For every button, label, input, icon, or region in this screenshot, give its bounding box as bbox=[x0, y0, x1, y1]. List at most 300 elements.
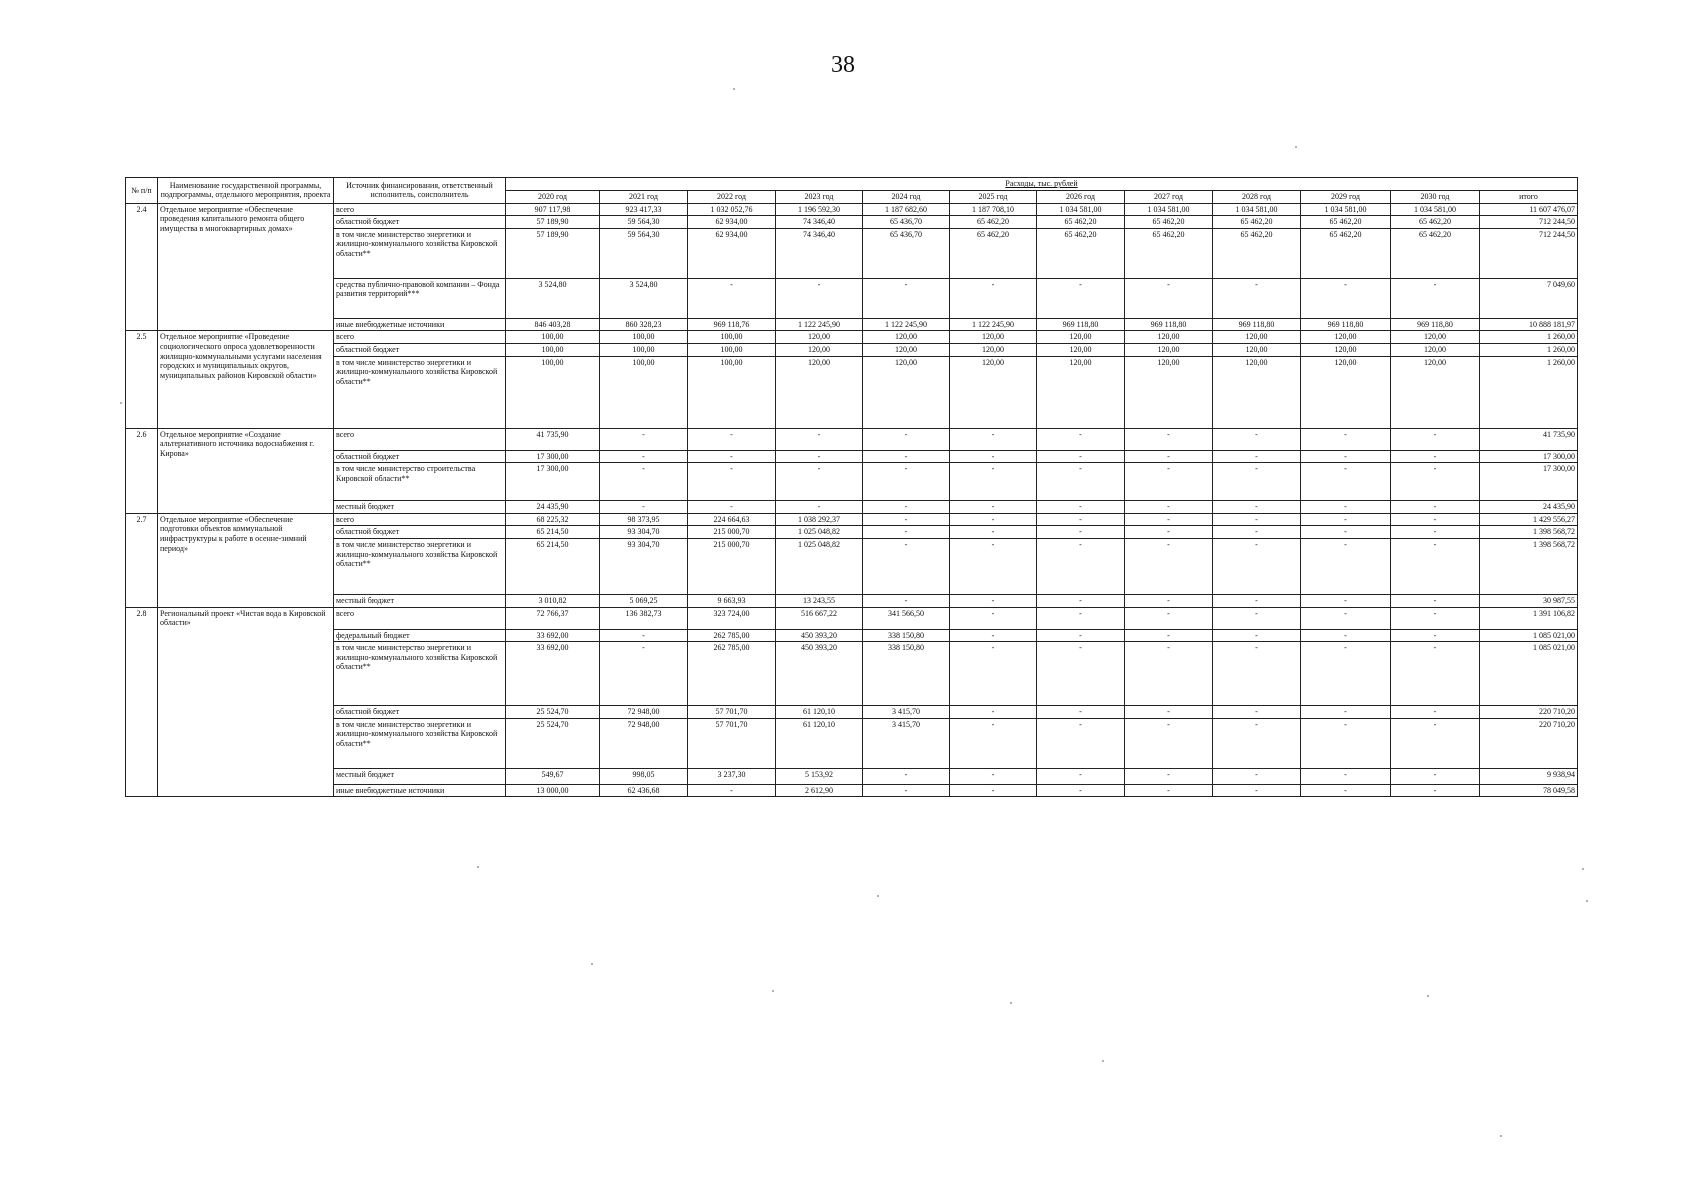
amount-cell: - bbox=[863, 501, 950, 514]
amount-cell: 1 025 048,82 bbox=[776, 538, 863, 594]
amount-cell: - bbox=[1301, 526, 1391, 539]
year-header: 2022 год bbox=[688, 191, 776, 204]
amount-cell: 65 462,20 bbox=[1301, 228, 1391, 278]
amount-cell: - bbox=[1213, 278, 1301, 318]
amount-cell: - bbox=[1301, 718, 1391, 768]
amount-cell: 450 393,20 bbox=[776, 629, 863, 642]
amount-cell: 120,00 bbox=[1213, 356, 1301, 428]
amount-cell: 57 189,90 bbox=[506, 228, 600, 278]
funding-source: всего bbox=[334, 203, 506, 216]
amount-cell: - bbox=[1391, 706, 1480, 719]
amount-cell: 5 153,92 bbox=[776, 768, 863, 784]
amount-cell: 120,00 bbox=[1213, 331, 1301, 344]
amount-cell: - bbox=[776, 450, 863, 463]
amount-cell: 100,00 bbox=[688, 343, 776, 356]
amount-cell: - bbox=[1213, 718, 1301, 768]
total-cell: 1 260,00 bbox=[1480, 343, 1578, 356]
amount-cell: 120,00 bbox=[863, 331, 950, 344]
amount-cell: - bbox=[1391, 513, 1480, 526]
amount-cell: 65 462,20 bbox=[950, 228, 1037, 278]
amount-cell: 17 300,00 bbox=[506, 463, 600, 501]
amount-cell: 1 187 708,10 bbox=[950, 203, 1037, 216]
amount-cell: 100,00 bbox=[506, 356, 600, 428]
amount-cell: - bbox=[1037, 526, 1125, 539]
amount-cell: - bbox=[950, 526, 1037, 539]
amount-cell: 100,00 bbox=[688, 331, 776, 344]
funding-source: в том числе министерство энергетики и жилищно-коммунального хозяйства Кировской области** bbox=[334, 228, 506, 278]
amount-cell: 65 462,20 bbox=[1037, 228, 1125, 278]
amount-cell: - bbox=[1125, 642, 1213, 706]
amount-cell: - bbox=[1391, 718, 1480, 768]
amount-cell: - bbox=[1213, 706, 1301, 719]
amount-cell: 72 948,00 bbox=[600, 706, 688, 719]
amount-cell: - bbox=[1213, 642, 1301, 706]
amount-cell: - bbox=[950, 629, 1037, 642]
amount-cell: 846 403,28 bbox=[506, 318, 600, 331]
amount-cell: 65 462,20 bbox=[1391, 228, 1480, 278]
total-cell: 41 735,90 bbox=[1480, 428, 1578, 450]
amount-cell: 969 118,80 bbox=[1301, 318, 1391, 331]
funding-source: областной бюджет bbox=[334, 343, 506, 356]
year-header: 2028 год bbox=[1213, 191, 1301, 204]
amount-cell: - bbox=[1213, 768, 1301, 784]
amount-cell: 74 346,40 bbox=[776, 216, 863, 229]
total-cell: 220 710,20 bbox=[1480, 718, 1578, 768]
amount-cell: - bbox=[1391, 428, 1480, 450]
amount-cell: - bbox=[1391, 629, 1480, 642]
amount-cell: 100,00 bbox=[506, 331, 600, 344]
amount-cell: 338 150,80 bbox=[863, 642, 950, 706]
amount-cell: 59 564,30 bbox=[600, 228, 688, 278]
amount-cell: - bbox=[688, 428, 776, 450]
amount-cell: - bbox=[1391, 607, 1480, 629]
budget-table bbox=[125, 177, 1578, 797]
table-row bbox=[126, 343, 1578, 356]
amount-cell: - bbox=[600, 463, 688, 501]
amount-cell: 33 692,00 bbox=[506, 629, 600, 642]
amount-cell: - bbox=[1037, 642, 1125, 706]
amount-cell: - bbox=[688, 278, 776, 318]
amount-cell: - bbox=[1213, 463, 1301, 501]
amount-cell: 969 118,80 bbox=[1037, 318, 1125, 331]
amount-cell: - bbox=[1301, 594, 1391, 607]
amount-cell: - bbox=[1037, 513, 1125, 526]
amount-cell: - bbox=[950, 428, 1037, 450]
amount-cell: 17 300,00 bbox=[506, 450, 600, 463]
total-cell: 1 260,00 bbox=[1480, 331, 1578, 344]
funding-source: местный бюджет bbox=[334, 501, 506, 514]
amount-cell: 57 189,90 bbox=[506, 216, 600, 229]
amount-cell: - bbox=[863, 450, 950, 463]
table-row bbox=[126, 278, 1578, 318]
amount-cell: 1 122 245,90 bbox=[776, 318, 863, 331]
year-header: 2029 год bbox=[1301, 191, 1391, 204]
amount-cell: - bbox=[950, 706, 1037, 719]
funding-source: областной бюджет bbox=[334, 706, 506, 719]
amount-cell: 120,00 bbox=[1213, 343, 1301, 356]
amount-cell: - bbox=[1213, 428, 1301, 450]
amount-cell: 224 664,63 bbox=[688, 513, 776, 526]
amount-cell: - bbox=[950, 450, 1037, 463]
row-number: 2.7 bbox=[126, 513, 158, 607]
amount-cell: 120,00 bbox=[776, 343, 863, 356]
amount-cell: - bbox=[1301, 629, 1391, 642]
amount-cell: 907 117,98 bbox=[506, 203, 600, 216]
table-row bbox=[126, 450, 1578, 463]
amount-cell: - bbox=[1213, 501, 1301, 514]
amount-cell: 120,00 bbox=[1037, 356, 1125, 428]
amount-cell: 74 346,40 bbox=[776, 228, 863, 278]
amount-cell: 120,00 bbox=[863, 343, 950, 356]
amount-cell: - bbox=[1125, 706, 1213, 719]
funding-source: областной бюджет bbox=[334, 216, 506, 229]
funding-source: местный бюджет bbox=[334, 768, 506, 784]
amount-cell: 93 304,70 bbox=[600, 526, 688, 539]
amount-cell: - bbox=[688, 450, 776, 463]
amount-cell: - bbox=[1301, 538, 1391, 594]
amount-cell: - bbox=[950, 513, 1037, 526]
funding-source: в том числе министерство энергетики и жилищно-коммунального хозяйства Кировской области** bbox=[334, 356, 506, 428]
amount-cell: - bbox=[1037, 450, 1125, 463]
amount-cell: - bbox=[863, 538, 950, 594]
funding-source: в том числе министерство строительства Кировской области** bbox=[334, 463, 506, 501]
amount-cell: 120,00 bbox=[1391, 331, 1480, 344]
table-row bbox=[126, 594, 1578, 607]
total-cell: 9 938,94 bbox=[1480, 768, 1578, 784]
amount-cell: - bbox=[1391, 642, 1480, 706]
amount-cell: 100,00 bbox=[688, 356, 776, 428]
table-row bbox=[126, 428, 1578, 450]
amount-cell: - bbox=[1301, 501, 1391, 514]
amount-cell: 100,00 bbox=[600, 331, 688, 344]
table-row bbox=[126, 718, 1578, 768]
amount-cell: 1 034 581,00 bbox=[1213, 203, 1301, 216]
amount-cell: 65 462,20 bbox=[1391, 216, 1480, 229]
row-number: 2.6 bbox=[126, 428, 158, 513]
amount-cell: - bbox=[1125, 450, 1213, 463]
amount-cell: 33 692,00 bbox=[506, 642, 600, 706]
amount-cell: - bbox=[688, 463, 776, 501]
table-row bbox=[126, 331, 1578, 344]
amount-cell: - bbox=[950, 607, 1037, 629]
amount-cell: - bbox=[1125, 768, 1213, 784]
amount-cell: 969 118,80 bbox=[1213, 318, 1301, 331]
amount-cell: - bbox=[1037, 501, 1125, 514]
table-row bbox=[126, 784, 1578, 797]
total-cell: 1 260,00 bbox=[1480, 356, 1578, 428]
total-cell: 1 398 568,72 bbox=[1480, 526, 1578, 539]
amount-cell: - bbox=[1391, 784, 1480, 797]
amount-cell: 1 187 682,60 bbox=[863, 203, 950, 216]
year-header: 2023 год bbox=[776, 191, 863, 204]
total-cell: 1 391 106,82 bbox=[1480, 607, 1578, 629]
table-row bbox=[126, 607, 1578, 629]
amount-cell: - bbox=[863, 428, 950, 450]
total-cell: 712 244,50 bbox=[1480, 216, 1578, 229]
amount-cell: - bbox=[863, 463, 950, 501]
header-name: Наименование государственной программы, подпрограммы, отдельного мероприятия, проекта bbox=[158, 178, 334, 204]
table-row bbox=[126, 501, 1578, 514]
total-cell: 1 085 021,00 bbox=[1480, 642, 1578, 706]
amount-cell: 62 934,00 bbox=[688, 228, 776, 278]
amount-cell: 215 000,70 bbox=[688, 538, 776, 594]
measure-name: Отдельное мероприятие «Обеспечение проведения капитального ремонта общего имущества в многоквартирных домах» bbox=[158, 203, 334, 331]
amount-cell: 65 214,50 bbox=[506, 538, 600, 594]
funding-source: в том числе министерство энергетики и жилищно-коммунального хозяйства Кировской области** bbox=[334, 538, 506, 594]
amount-cell: - bbox=[1301, 607, 1391, 629]
amount-cell: 65 214,50 bbox=[506, 526, 600, 539]
amount-cell: 5 069,25 bbox=[600, 594, 688, 607]
year-header: 2027 год bbox=[1125, 191, 1213, 204]
amount-cell: 450 393,20 bbox=[776, 642, 863, 706]
amount-cell: - bbox=[688, 784, 776, 797]
amount-cell: 25 524,70 bbox=[506, 706, 600, 719]
amount-cell: 68 225,32 bbox=[506, 513, 600, 526]
table-row bbox=[126, 642, 1578, 706]
amount-cell: - bbox=[1125, 594, 1213, 607]
table-row bbox=[126, 629, 1578, 642]
amount-cell: - bbox=[1301, 784, 1391, 797]
amount-cell: - bbox=[1213, 526, 1301, 539]
row-number: 2.4 bbox=[126, 203, 158, 331]
amount-cell: - bbox=[1125, 278, 1213, 318]
amount-cell: - bbox=[1301, 642, 1391, 706]
funding-source: федеральный бюджет bbox=[334, 629, 506, 642]
table-row bbox=[126, 513, 1578, 526]
amount-cell: - bbox=[1391, 278, 1480, 318]
amount-cell: 100,00 bbox=[506, 343, 600, 356]
amount-cell: - bbox=[1125, 718, 1213, 768]
amount-cell: - bbox=[1391, 526, 1480, 539]
measure-name: Отдельное мероприятие «Создание альтернативного источника водоснабжения г. Кирова» bbox=[158, 428, 334, 513]
amount-cell: - bbox=[950, 538, 1037, 594]
year-header: 2026 год bbox=[1037, 191, 1125, 204]
year-header: 2030 год bbox=[1391, 191, 1480, 204]
total-cell: 17 300,00 bbox=[1480, 450, 1578, 463]
amount-cell: - bbox=[1213, 594, 1301, 607]
amount-cell: 65 436,70 bbox=[863, 216, 950, 229]
amount-cell: - bbox=[1125, 784, 1213, 797]
table-row bbox=[126, 216, 1578, 229]
amount-cell: - bbox=[1391, 501, 1480, 514]
amount-cell: - bbox=[1125, 607, 1213, 629]
amount-cell: 62 436,68 bbox=[600, 784, 688, 797]
amount-cell: - bbox=[950, 768, 1037, 784]
total-cell: 24 435,90 bbox=[1480, 501, 1578, 514]
amount-cell: - bbox=[950, 278, 1037, 318]
amount-cell: - bbox=[1301, 513, 1391, 526]
funding-source: областной бюджет bbox=[334, 526, 506, 539]
amount-cell: 120,00 bbox=[1301, 331, 1391, 344]
total-cell: 712 244,50 bbox=[1480, 228, 1578, 278]
total-cell: 78 049,58 bbox=[1480, 784, 1578, 797]
amount-cell: 120,00 bbox=[1037, 331, 1125, 344]
amount-cell: - bbox=[1301, 463, 1391, 501]
funding-source: всего bbox=[334, 428, 506, 450]
amount-cell: 120,00 bbox=[1037, 343, 1125, 356]
amount-cell: - bbox=[1391, 538, 1480, 594]
amount-cell: 62 934,00 bbox=[688, 216, 776, 229]
amount-cell: - bbox=[1125, 526, 1213, 539]
amount-cell: 65 462,20 bbox=[1301, 216, 1391, 229]
year-header: итого bbox=[1480, 191, 1578, 204]
amount-cell: 1 034 581,00 bbox=[1037, 203, 1125, 216]
amount-cell: 93 304,70 bbox=[600, 538, 688, 594]
amount-cell: 72 948,00 bbox=[600, 718, 688, 768]
amount-cell: - bbox=[776, 501, 863, 514]
funding-source: местный бюджет bbox=[334, 594, 506, 607]
amount-cell: 13 000,00 bbox=[506, 784, 600, 797]
amount-cell: 98 373,95 bbox=[600, 513, 688, 526]
amount-cell: 65 462,20 bbox=[1213, 216, 1301, 229]
amount-cell: 120,00 bbox=[950, 356, 1037, 428]
amount-cell: 65 462,20 bbox=[1125, 216, 1213, 229]
amount-cell: 120,00 bbox=[863, 356, 950, 428]
table-row bbox=[126, 706, 1578, 719]
amount-cell: - bbox=[1037, 784, 1125, 797]
amount-cell: 13 243,55 bbox=[776, 594, 863, 607]
funding-source: иные внебюджетные источники bbox=[334, 784, 506, 797]
total-cell: 1 085 021,00 bbox=[1480, 629, 1578, 642]
amount-cell: - bbox=[950, 501, 1037, 514]
amount-cell: - bbox=[950, 463, 1037, 501]
amount-cell: 61 120,10 bbox=[776, 706, 863, 719]
amount-cell: - bbox=[1213, 538, 1301, 594]
amount-cell: 969 118,80 bbox=[1391, 318, 1480, 331]
amount-cell: 215 000,70 bbox=[688, 526, 776, 539]
amount-cell: 1 196 592,30 bbox=[776, 203, 863, 216]
amount-cell: 120,00 bbox=[1391, 356, 1480, 428]
amount-cell: - bbox=[1037, 278, 1125, 318]
year-header: 2024 год bbox=[863, 191, 950, 204]
measure-name: Отдельное мероприятие «Проведение социологического опроса удовлетворенности жилищно-коммунальными услугами населения городских и муниципальных округов, муниципальных районов Кировской области» bbox=[158, 331, 334, 428]
amount-cell: - bbox=[863, 784, 950, 797]
amount-cell: - bbox=[776, 428, 863, 450]
amount-cell: 65 436,70 bbox=[863, 228, 950, 278]
amount-cell: - bbox=[600, 642, 688, 706]
amount-cell: - bbox=[600, 629, 688, 642]
amount-cell: - bbox=[1391, 463, 1480, 501]
amount-cell: 3 237,30 bbox=[688, 768, 776, 784]
table-row bbox=[126, 538, 1578, 594]
total-cell: 10 888 181,97 bbox=[1480, 318, 1578, 331]
amount-cell: 323 724,00 bbox=[688, 607, 776, 629]
funding-source: всего bbox=[334, 331, 506, 344]
amount-cell: 72 766,37 bbox=[506, 607, 600, 629]
total-cell: 11 607 476,07 bbox=[1480, 203, 1578, 216]
amount-cell: 262 785,00 bbox=[688, 629, 776, 642]
funding-source: всего bbox=[334, 607, 506, 629]
amount-cell: - bbox=[1301, 706, 1391, 719]
amount-cell: 1 038 292,37 bbox=[776, 513, 863, 526]
amount-cell: - bbox=[863, 526, 950, 539]
amount-cell: - bbox=[1037, 594, 1125, 607]
total-cell: 30 987,55 bbox=[1480, 594, 1578, 607]
funding-source: в том числе министерство энергетики и жилищно-коммунального хозяйства Кировской области** bbox=[334, 718, 506, 768]
amount-cell: 3 010,82 bbox=[506, 594, 600, 607]
amount-cell: 2 612,90 bbox=[776, 784, 863, 797]
amount-cell: 338 150,80 bbox=[863, 629, 950, 642]
amount-cell: 998,05 bbox=[600, 768, 688, 784]
amount-cell: 120,00 bbox=[1391, 343, 1480, 356]
header-expenses: Расходы, тыс. рублей bbox=[506, 178, 1578, 191]
funding-source: в том числе министерство энергетики и жилищно-коммунального хозяйства Кировской области** bbox=[334, 642, 506, 706]
amount-cell: - bbox=[1391, 594, 1480, 607]
header-no: № п/п bbox=[126, 178, 158, 204]
amount-cell: 516 667,22 bbox=[776, 607, 863, 629]
amount-cell: - bbox=[1213, 629, 1301, 642]
table-row bbox=[126, 203, 1578, 216]
row-number: 2.5 bbox=[126, 331, 158, 428]
amount-cell: - bbox=[1037, 607, 1125, 629]
amount-cell: 65 462,20 bbox=[1213, 228, 1301, 278]
amount-cell: 41 735,90 bbox=[506, 428, 600, 450]
amount-cell: - bbox=[1213, 450, 1301, 463]
amount-cell: 1 122 245,90 bbox=[950, 318, 1037, 331]
measure-name: Региональный проект «Чистая вода в Кировской области» bbox=[158, 607, 334, 797]
amount-cell: 61 120,10 bbox=[776, 718, 863, 768]
table-row bbox=[126, 463, 1578, 501]
amount-cell: 100,00 bbox=[600, 356, 688, 428]
amount-cell: - bbox=[688, 501, 776, 514]
total-cell: 1 429 556,27 bbox=[1480, 513, 1578, 526]
amount-cell: 1 034 581,00 bbox=[1301, 203, 1391, 216]
row-number: 2.8 bbox=[126, 607, 158, 797]
amount-cell: 100,00 bbox=[600, 343, 688, 356]
amount-cell: 1 122 245,90 bbox=[863, 318, 950, 331]
amount-cell: - bbox=[1037, 768, 1125, 784]
year-header: 2020 год bbox=[506, 191, 600, 204]
amount-cell: 65 462,20 bbox=[950, 216, 1037, 229]
amount-cell: 57 701,70 bbox=[688, 718, 776, 768]
amount-cell: 57 701,70 bbox=[688, 706, 776, 719]
amount-cell: - bbox=[1037, 428, 1125, 450]
table-row bbox=[126, 768, 1578, 784]
amount-cell: 24 435,90 bbox=[506, 501, 600, 514]
amount-cell: - bbox=[1301, 278, 1391, 318]
year-header: 2025 год bbox=[950, 191, 1037, 204]
amount-cell: - bbox=[776, 463, 863, 501]
amount-cell: 3 524,80 bbox=[506, 278, 600, 318]
amount-cell: - bbox=[1125, 513, 1213, 526]
amount-cell: - bbox=[950, 594, 1037, 607]
amount-cell: 549,67 bbox=[506, 768, 600, 784]
amount-cell: 262 785,00 bbox=[688, 642, 776, 706]
amount-cell: - bbox=[1125, 463, 1213, 501]
amount-cell: 341 566,50 bbox=[863, 607, 950, 629]
amount-cell: - bbox=[1125, 501, 1213, 514]
amount-cell: - bbox=[1301, 768, 1391, 784]
table-row bbox=[126, 228, 1578, 278]
amount-cell: - bbox=[1037, 629, 1125, 642]
amount-cell: 136 382,73 bbox=[600, 607, 688, 629]
total-cell: 1 398 568,72 bbox=[1480, 538, 1578, 594]
amount-cell: 1 032 052,76 bbox=[688, 203, 776, 216]
amount-cell: 969 118,80 bbox=[1125, 318, 1213, 331]
amount-cell: 65 462,20 bbox=[1037, 216, 1125, 229]
funding-source: средства публично-правовой компании – Фонда развития территорий*** bbox=[334, 278, 506, 318]
funding-source: областной бюджет bbox=[334, 450, 506, 463]
amount-cell: - bbox=[600, 428, 688, 450]
amount-cell: - bbox=[863, 594, 950, 607]
amount-cell: 120,00 bbox=[1125, 343, 1213, 356]
amount-cell: 3 415,70 bbox=[863, 718, 950, 768]
amount-cell: 120,00 bbox=[1301, 356, 1391, 428]
amount-cell: 120,00 bbox=[776, 356, 863, 428]
funding-source: иные внебюджетные источники bbox=[334, 318, 506, 331]
amount-cell: 120,00 bbox=[1125, 331, 1213, 344]
amount-cell: 120,00 bbox=[950, 331, 1037, 344]
